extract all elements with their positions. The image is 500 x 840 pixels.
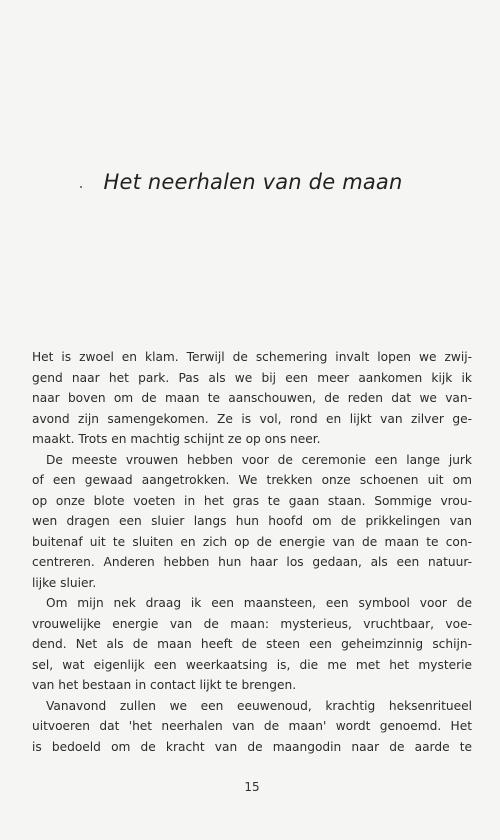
chapter-title: Het neerhalen van de maan [103,170,403,194]
body-text [32,347,472,757]
text-line: buitenaf uit te sluiten en zich op de energie van de maan te con- [32,534,472,549]
text-line: Vanavond zullen we een eeuwenoud, krachtig heksenritueel [46,698,472,713]
text-line: uitvoeren dat 'het neerhalen van de maan' wordt genoemd. Het [32,719,472,733]
text-line: maakt. Trots en machtig schijnt ze op ons neer. [32,432,321,446]
text-line: gend naar het park. Pas als we bij een meer aankomen kijk ik [32,370,472,385]
text-line: is bedoeld om de kracht van de maangodin naar de aarde te [32,739,472,754]
text-line: avond zijn samengekomen. Ze is vol, rond en lijkt van zilver ge- [32,411,472,426]
text-line: centreren. Anderen hebben hun haar los gedaan, als een natuur- [32,555,472,569]
text-line: of een gewaad aangetrokken. We trekken onze schoenen uit om [32,473,472,487]
text-line: naar boven om de maan te aanschouwen, de reden dat we van- [32,391,472,405]
text-line: van het bestaan in contact lijkt te brengen. [32,678,297,692]
paragraph-1 [32,347,472,450]
text-line: Het is zwoel en klam. Terwijl de schemering invalt lopen we zwij- [32,350,472,364]
paragraph-3 [32,593,472,696]
paragraph-4 [32,696,472,758]
text-line: De meeste vrouwen hebben voor de ceremonie een lange jurk [46,452,472,467]
text-line: op onze blote voeten in het gras te gaan staan. Sommige vrou- [32,493,472,508]
text-line: sel, wat eigenlijk een weerkaatsing is, die me met het mysterie [32,657,472,672]
page-number: 15 [244,780,260,794]
text-line: vrouwelijke energie van de maan: mysterieus, vruchtbaar, voe- [32,616,472,631]
paragraph-2 [32,450,472,594]
text-line: dend. Net als de maan heeft de steen een geheimzinnig schijn- [32,637,472,651]
text-line: wen dragen een sluier langs hun hoofd om de prikkelingen van [32,514,472,528]
text-line: Om mijn nek draag ik een maansteen, een symbool voor de [46,596,472,610]
text-line: lijke sluier. [32,575,97,590]
